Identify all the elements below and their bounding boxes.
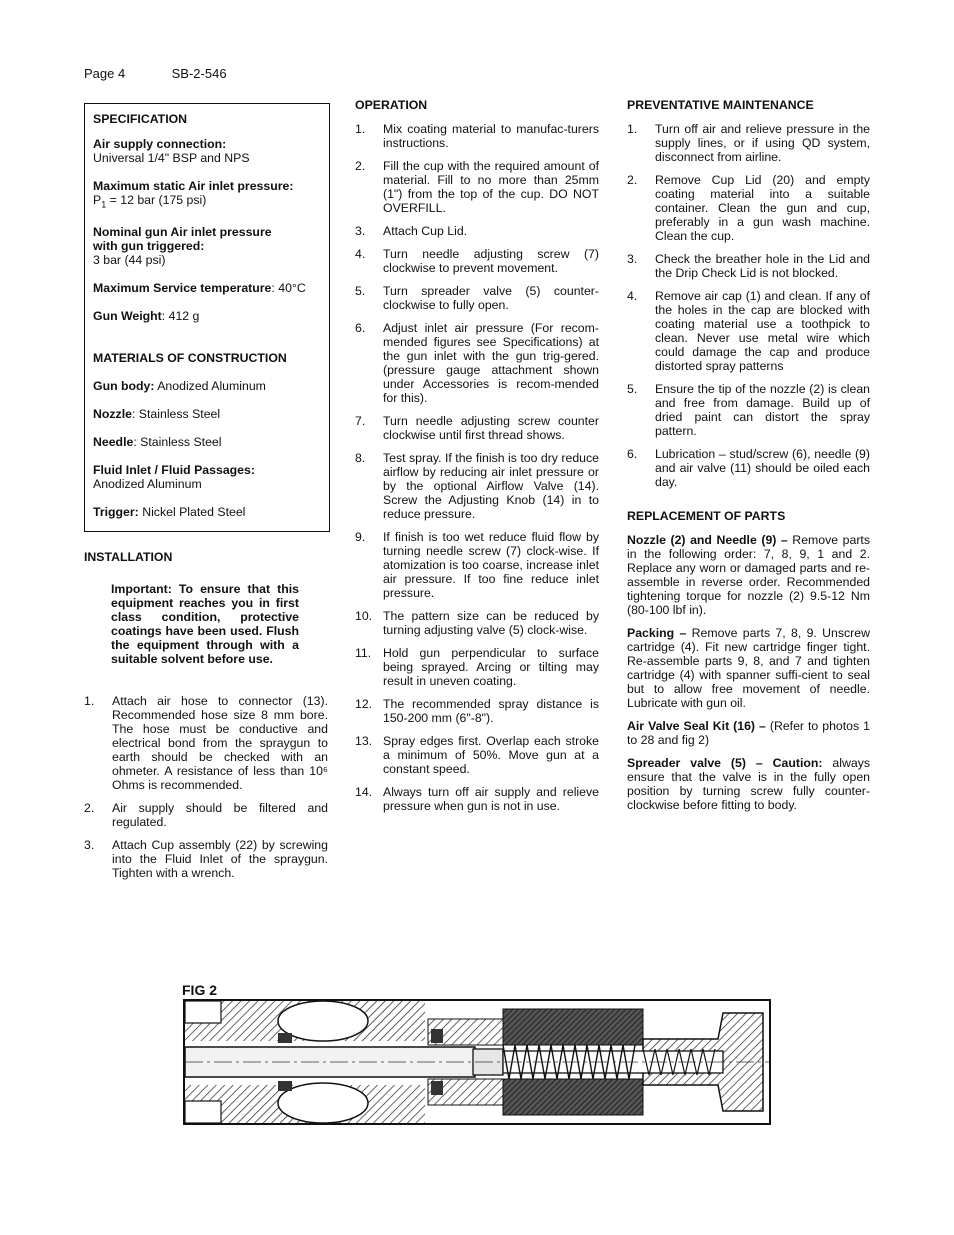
- list-item: [355, 224, 599, 238]
- installation-title: INSTALLATION: [84, 550, 173, 564]
- list-item: [627, 122, 870, 164]
- list-item: [627, 252, 870, 280]
- spec-max-static-row: [93, 193, 321, 211]
- list-item: [355, 321, 599, 405]
- list-item: [355, 646, 599, 688]
- spec-needle: [93, 435, 321, 449]
- operation-title: OPERATION: [355, 98, 428, 112]
- step-text: Remove Cup Lid (20) and empty coating material into a suitable container. Clean the gun and cup, preferably in a gun wash machine. Clean the cup.: [655, 173, 870, 243]
- replacement-airvalve-text: (Refer to photos 1 to 28 and fig 2): [627, 719, 870, 747]
- step-number: 14.: [355, 785, 373, 799]
- replacement-packing-label: Packing –: [627, 626, 687, 640]
- page-header: [84, 67, 227, 81]
- list-item: [355, 451, 599, 521]
- step-number: 9.: [355, 530, 366, 544]
- step-number: 7.: [355, 414, 366, 428]
- replacement-airvalve: [627, 719, 870, 747]
- step-number: 3.: [627, 252, 638, 266]
- list-item: [355, 414, 599, 442]
- step-number: 2.: [627, 173, 638, 187]
- list-item: [355, 530, 599, 600]
- operation-steps: [355, 122, 599, 813]
- list-item: [355, 159, 599, 215]
- spec-weight-label: Gun Weight: [93, 309, 162, 324]
- replacement-title: REPLACEMENT OF PARTS: [627, 509, 786, 523]
- step-text: Check the breather hole in the Lid and the Drip Check Lid is not blocked.: [655, 252, 870, 280]
- replacement-spreader-label: Spreader valve (5) – Caution:: [627, 756, 823, 770]
- step-number: 5.: [355, 284, 366, 298]
- step-number: 13.: [355, 734, 373, 748]
- spec-needle-label: Needle: [93, 435, 134, 450]
- operation-section: [355, 98, 599, 822]
- step-text: Attach air hose to connector (13). Recommended hose size 8 mm bore. The hose must be conductive and electrical bond from the spraygun to earth should be checked with an ohmeter. A resistance of less than 10⁶ Ohms is recommended.: [112, 694, 328, 792]
- spec-nominal: [93, 225, 321, 267]
- list-item: [355, 734, 599, 776]
- step-text: Attach Cup Lid.: [383, 224, 468, 238]
- list-item: [355, 697, 599, 725]
- step-number: 10.: [355, 609, 373, 623]
- spec-weight: [93, 309, 321, 323]
- step-number: 3.: [84, 838, 95, 852]
- step-text: Fill the cup with the required amount of material. Fill to no more than 25mm (1") from the top of the cup. DO NOT OVERFILL.: [383, 159, 599, 215]
- specification-title: SPECIFICATION: [93, 112, 188, 126]
- spec-max-static-sub: 1: [101, 199, 107, 210]
- specification-box: [84, 103, 330, 532]
- spec-max-temp: [93, 281, 321, 295]
- spec-nominal-label-1: Nominal gun Air inlet pressure: [93, 225, 272, 240]
- document-number: SB-2-546: [171, 66, 227, 81]
- list-item: [355, 122, 599, 150]
- spec-fluid-value: Anodized Aluminum: [93, 477, 202, 492]
- step-text: The pattern size can be reduced by turning adjusting valve (5) clock-wise.: [383, 609, 599, 637]
- spec-fluid: [93, 463, 321, 491]
- spec-gun-body: [93, 379, 321, 393]
- spec-needle-value: : Stainless Steel: [133, 435, 222, 450]
- maintenance-steps: [627, 122, 870, 489]
- step-text: Mix coating material to manufac-turers instructions.: [383, 122, 599, 150]
- step-number: 12.: [355, 697, 373, 711]
- step-text: Always turn off air supply and relieve pressure when gun is not in use.: [383, 785, 599, 813]
- step-text: Turn off air and relieve pressure in the supply lines, or if using QD system, disconnect from airline.: [655, 122, 870, 164]
- step-number: 4.: [355, 247, 366, 261]
- replacement-spreader: [627, 756, 870, 812]
- step-text: Turn needle adjusting screw counter clockwise until first thread shows.: [383, 414, 599, 442]
- step-number: 6.: [627, 447, 638, 461]
- spec-nozzle-label: Nozzle: [93, 407, 132, 422]
- step-number: 3.: [355, 224, 366, 238]
- materials-title: MATERIALS OF CONSTRUCTION: [93, 351, 287, 366]
- spec-max-static-p: P: [93, 193, 102, 207]
- list-item: [84, 801, 328, 829]
- list-item: [355, 284, 599, 312]
- spec-air-supply-label: Air supply connection:: [93, 137, 227, 151]
- step-number: 2.: [355, 159, 366, 173]
- spacer: [93, 337, 321, 351]
- step-text: Spray edges first. Overlap each stroke a minimum of 50%. Move gun at a constant speed.: [383, 734, 599, 776]
- replacement-nozzle-text: Remove parts in the following order: 7, 8, 9, 1 and 2. Replace any worn or damaged parts and re-assemble in reverse order. Recommended tightening torque for nozzle (2) 9.5-12 Nm (80-100 lbf in).: [627, 533, 870, 617]
- replacement-nozzle: [627, 533, 870, 617]
- step-text: The recommended spray distance is 150-200 mm (6"-8").: [383, 697, 599, 725]
- spec-trigger-value: Nickel Plated Steel: [138, 505, 246, 520]
- step-text: Air supply should be filtered and regulated.: [112, 801, 328, 829]
- step-number: 1.: [627, 122, 638, 136]
- spec-max-temp-value: : 40°C: [271, 281, 306, 296]
- step-text: Ensure the tip of the nozzle (2) is clean and free from damage. Build up of dried paint can distort the spray pattern.: [655, 382, 870, 438]
- list-item: [355, 785, 599, 813]
- maintenance-title: PREVENTATIVE MAINTENANCE: [627, 98, 814, 112]
- step-number: 5.: [627, 382, 638, 396]
- spec-max-temp-label: Maximum Service temperature: [93, 281, 272, 296]
- step-number: 2.: [84, 801, 95, 815]
- replacement-airvalve-label: Air Valve Seal Kit (16) –: [627, 719, 766, 733]
- spec-nozzle: [93, 407, 321, 421]
- step-text: Remove air cap (1) and clean. If any of the holes in the cap are blocked with coating material use a toothpick to clean. Never use metal wire which could damage the cap and produce distorted spray patterns: [655, 289, 870, 373]
- replacement-section: [627, 509, 870, 812]
- page-number: Page 4: [84, 66, 126, 81]
- step-text: Turn needle adjusting screw (7) clockwise to prevent movement.: [383, 247, 599, 275]
- list-item: [355, 247, 599, 275]
- spec-gun-body-label: Gun body:: [93, 379, 155, 394]
- spec-weight-value: : 412 g: [161, 309, 200, 324]
- step-text: Hold gun perpendicular to surface being sprayed. Arcing or tilting may result in uneven coating.: [383, 646, 599, 688]
- replacement-packing: [627, 626, 870, 710]
- list-item: [355, 609, 599, 637]
- installation-important-note: Important: To ensure that this equipment reaches you in first class condition, protective coatings have been used. Flush the equipment through with a suitable solvent before use.: [111, 582, 299, 666]
- maintenance-section: [627, 98, 870, 821]
- spec-max-static-value: = 12 bar (175 psi): [106, 193, 207, 207]
- spec-gun-body-value: Anodized Aluminum: [154, 379, 266, 394]
- step-text: Adjust inlet air pressure (For recom-mended figures see Specifications) at the gun inlet with the gun trig-gered. (pressure gauge attachment shown under Accessories is recom-mended for this).: [383, 321, 599, 405]
- step-text: Attach Cup assembly (22) by screwing into the Fluid Inlet of the spraygun. Tighten with a wrench.: [112, 838, 328, 880]
- spec-air-supply: [93, 137, 321, 165]
- list-item: [627, 382, 870, 438]
- replacement-nozzle-label: Nozzle (2) and Needle (9) –: [627, 533, 788, 547]
- spec-max-static-label: Maximum static Air inlet pressure:: [93, 179, 294, 193]
- step-number: 1.: [355, 122, 366, 136]
- step-text: Turn spreader valve (5) counter-clockwise to fully open.: [383, 284, 599, 312]
- spec-nominal-label-2: with gun triggered:: [93, 239, 205, 254]
- list-item: [627, 447, 870, 489]
- step-number: 1.: [84, 694, 95, 708]
- spec-air-supply-value: Universal 1/4" BSP and NPS: [93, 151, 250, 165]
- figure-label: FIG 2: [182, 982, 218, 998]
- spec-fluid-label: Fluid Inlet / Fluid Passages:: [93, 463, 255, 478]
- step-text: If finish is too wet reduce fluid flow by turning needle screw (7) clock-wise. If atomization is too coarse, increase inlet air pressure. If too fine reduce inlet pressure.: [383, 530, 599, 600]
- list-item: [627, 289, 870, 373]
- spec-nominal-value: 3 bar (44 psi): [93, 253, 166, 268]
- step-text: Lubrication – stud/screw (6), needle (9) and air valve (11) should be oiled each day.: [655, 447, 870, 489]
- installation-steps: [84, 694, 328, 880]
- spec-max-static: [93, 179, 321, 211]
- step-number: 4.: [627, 289, 638, 303]
- step-number: 8.: [355, 451, 366, 465]
- air-valve-cross-section-figure: [183, 999, 771, 1125]
- spec-trigger: [93, 505, 321, 519]
- replacement-packing-text: Remove parts 7, 8, 9. Unscrew cartridge (4). Fit new cartridge finger tight. Re-assemble parts 9, 8, and 7 and tighten cartridge (4) with spanner suffi-cient to seal but to allow free movement of needle. Lubricate with gun oil.: [627, 626, 870, 710]
- spec-nozzle-value: : Stainless Steel: [131, 407, 221, 422]
- replacement-spreader-text: always ensure that the valve is in the fully open position by turning screw fully counter-clockwise before fitting to body.: [627, 756, 870, 812]
- installation-section: [84, 550, 328, 889]
- step-number: 11.: [355, 646, 372, 660]
- step-number: 6.: [355, 321, 366, 335]
- list-item: [84, 694, 328, 792]
- list-item: [627, 173, 870, 243]
- list-item: [84, 838, 328, 880]
- step-text: Test spray. If the finish is too dry reduce airflow by reducing air inlet pressure or by the optional Airflow Valve (14). Screw the Adjusting Knob (14) in to reduce pressure.: [383, 451, 599, 521]
- spec-trigger-label: Trigger:: [93, 505, 139, 520]
